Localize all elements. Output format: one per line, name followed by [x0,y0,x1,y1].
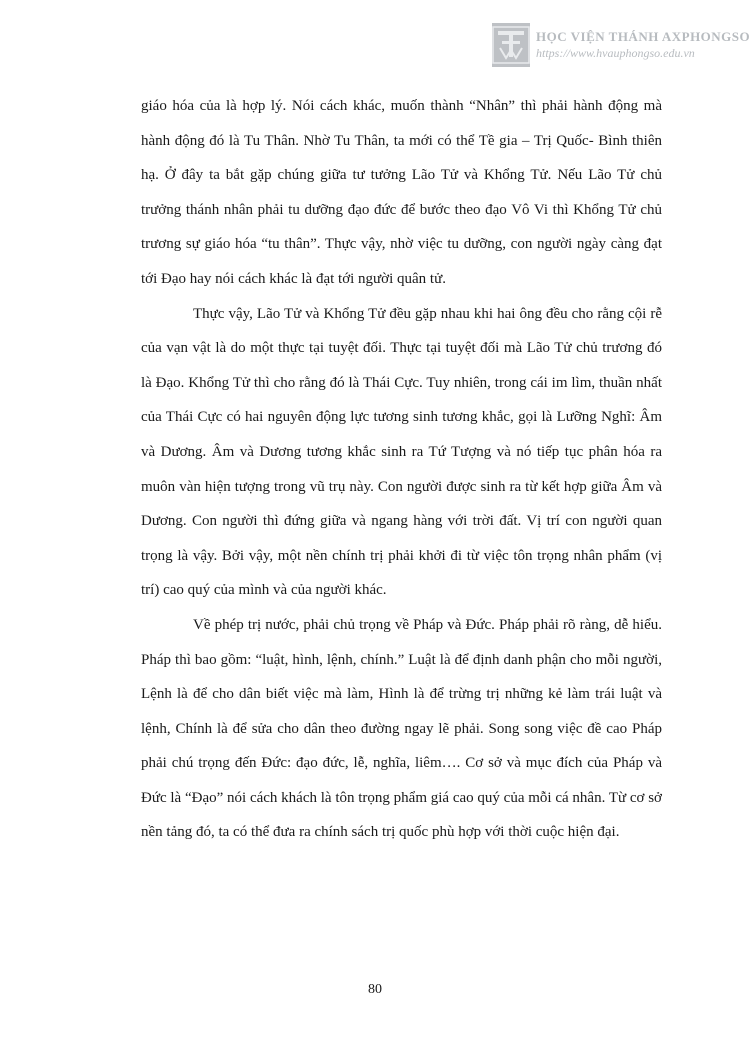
paragraph-1: giáo hóa của là hợp lý. Nói cách khác, muốn thành “Nhân” thì phải hành động mà hành động đó là Tu Thân. Nhờ Tu Thân, ta mới có thể Tề gia – Trị Quốc- Bình thiên hạ. Ở đây ta bắt gặp chúng giữa tư tưởng Lão Tử và Khổng Tử. Nếu Lão Tử chủ trưởng thánh nhân phải tu dưỡng đạo đức để bước theo đạo Vô Vi thì Khổng Tử chủ trương sự giáo hóa “tu thân”. Thực vậy, nhờ việc tu dưỡng, con người ngày càng đạt tới Đạo hay nói cách khác là đạt tới người quân tử. [141,98,662,287]
watermark-title: HỌC VIỆN THÁNH AXPHONGSO [536,29,750,44]
paragraph-2: Thực vậy, Lão Tử và Khổng Tử đều gặp nhau khi hai ông đều cho rằng cội rễ của vạn vật là do một thực tại tuyệt đối. Thực tại tuyệt đối mà Lão Tử chủ trương đó là Đạo. Khổng Tử thì cho rằng đó là Thái Cực. Tuy nhiên, trong cái im lìm, thuần nhất của Thái Cực có hai nguyên động lực tương sinh tương khắc, gọi là Lưỡng Nghĩ: Âm và Dương. Âm và Dương tương khắc sinh ra Tứ Tượng và nó tiếp tục phân hóa ra muôn vàn hiện tượng trong vũ trụ này. Con người được sinh ra từ kết hợp giữa Âm và Dương. Con người thì đứng giữa và ngang hàng với trời đất. Vị trí con người quan trọng là vậy. Bởi vậy, một nền chính trị phải khởi đi từ việc tôn trọng nhân phẩm (vị trí) cao quý của mình và của người khác. [141,305,662,599]
watermark [492,21,750,69]
page-number: 80 [368,982,382,997]
academy-logo-icon [492,23,530,67]
document-body [141,89,662,850]
watermark-url: https://www.hvauphongso.edu.vn [536,46,695,60]
paragraph-3: Về phép trị nước, phải chủ trọng về Pháp và Đức. Pháp phải rõ ràng, dễ hiểu. Pháp thì bao gồm: “luật, hình, lệnh, chính.” Luật là để định danh phận cho mỗi người, Lệnh là để cho dân biết việc mà làm, Hình là để trừng trị những kẻ làm trái luật và lệnh, Chính là để sửa cho dân theo đường ngay lẽ phải. Song song việc đề cao Pháp phải chú trọng đến Đức: đạo đức, lễ, nghĩa, liêm…. Cơ sở và mục đích của Pháp và Đức là “Đạo” nói cách khách là tôn trọng phẩm giá cao quý của mỗi cá nhân. Từ cơ sở nền tảng đó, ta có thể đưa ra chính sách trị quốc phù hợp với thời cuộc hiện đại. [141,616,662,841]
